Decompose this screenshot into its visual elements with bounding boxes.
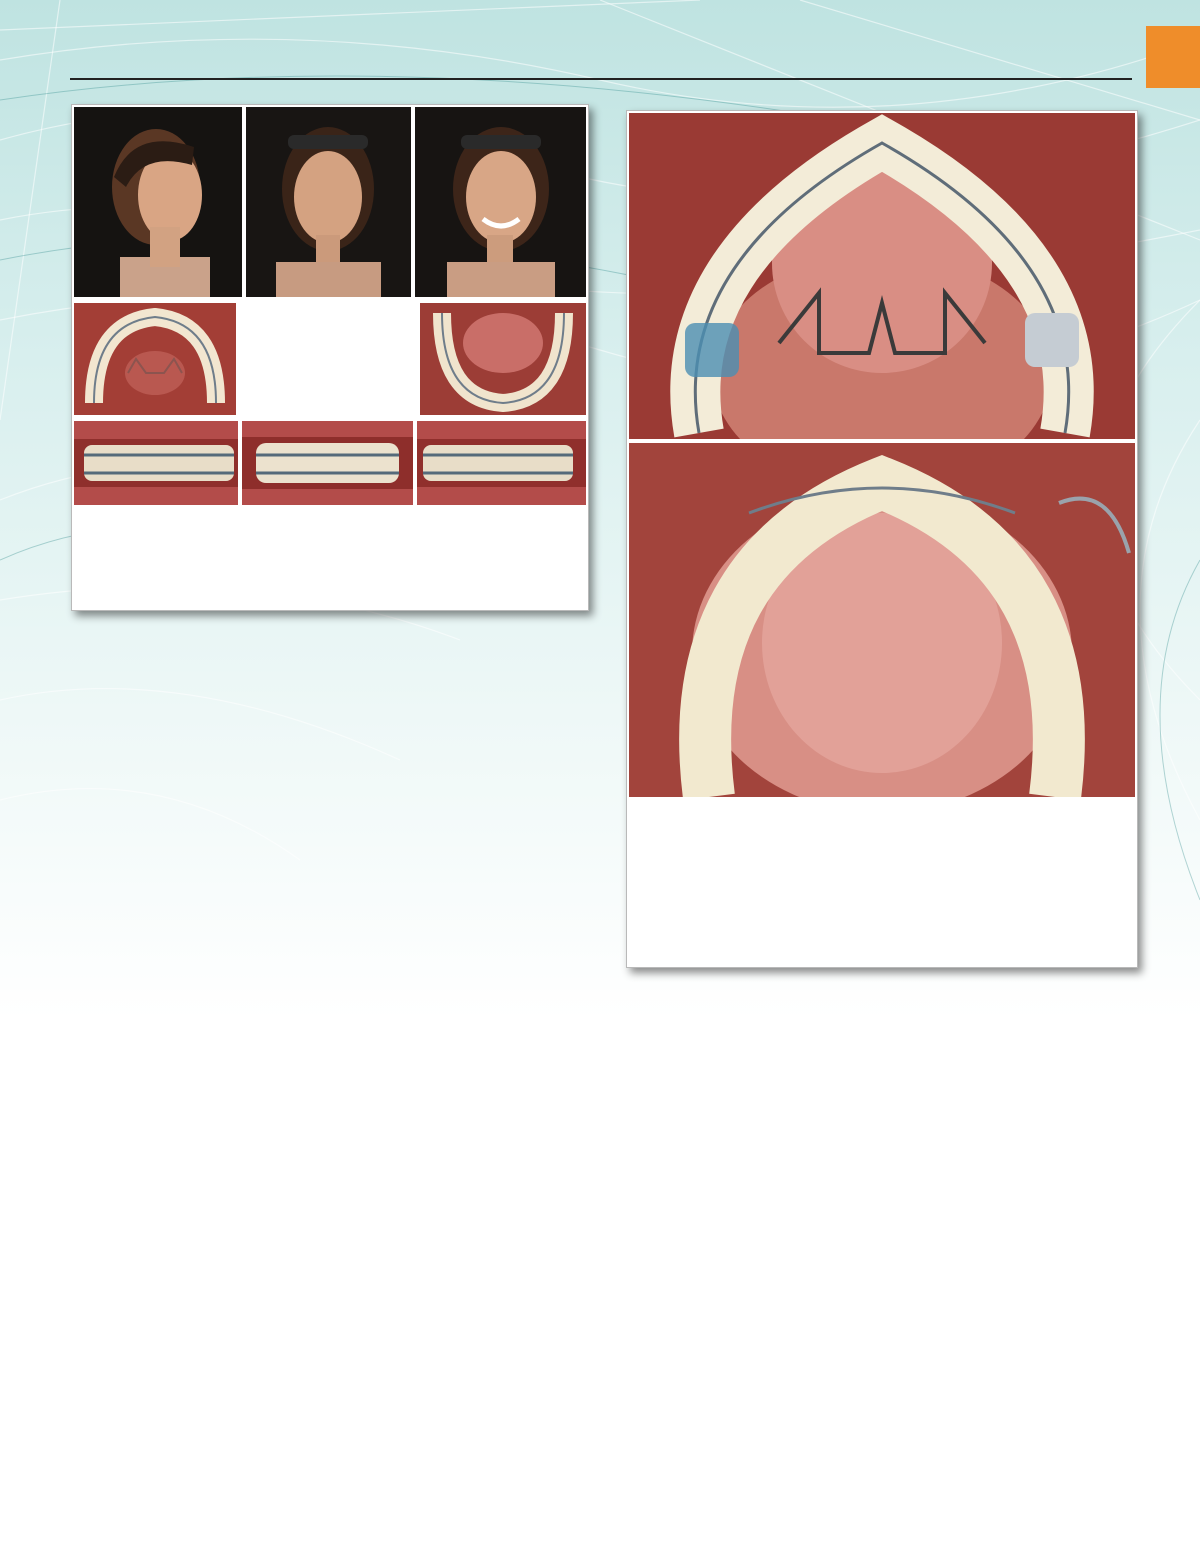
fig18-logo-card bbox=[240, 303, 416, 415]
portrait-frontal bbox=[246, 107, 411, 297]
photo-right-buccal bbox=[74, 421, 238, 505]
header-rule bbox=[70, 78, 1132, 80]
figure-18 bbox=[71, 104, 589, 611]
orange-tab bbox=[1146, 26, 1200, 88]
figure-19 bbox=[626, 110, 1138, 968]
fig20-frame-true bbox=[624, 988, 1138, 1088]
photo-palate-final bbox=[629, 443, 1135, 797]
photo-palate-with-npe bbox=[629, 113, 1135, 439]
photo-upper-occlusal bbox=[74, 303, 236, 415]
portrait-smiling bbox=[415, 107, 586, 297]
photo-left-buccal bbox=[417, 421, 586, 505]
photo-lower-occlusal bbox=[420, 303, 586, 415]
portrait-profile bbox=[74, 107, 242, 297]
photo-frontal-occlusion bbox=[242, 421, 413, 505]
